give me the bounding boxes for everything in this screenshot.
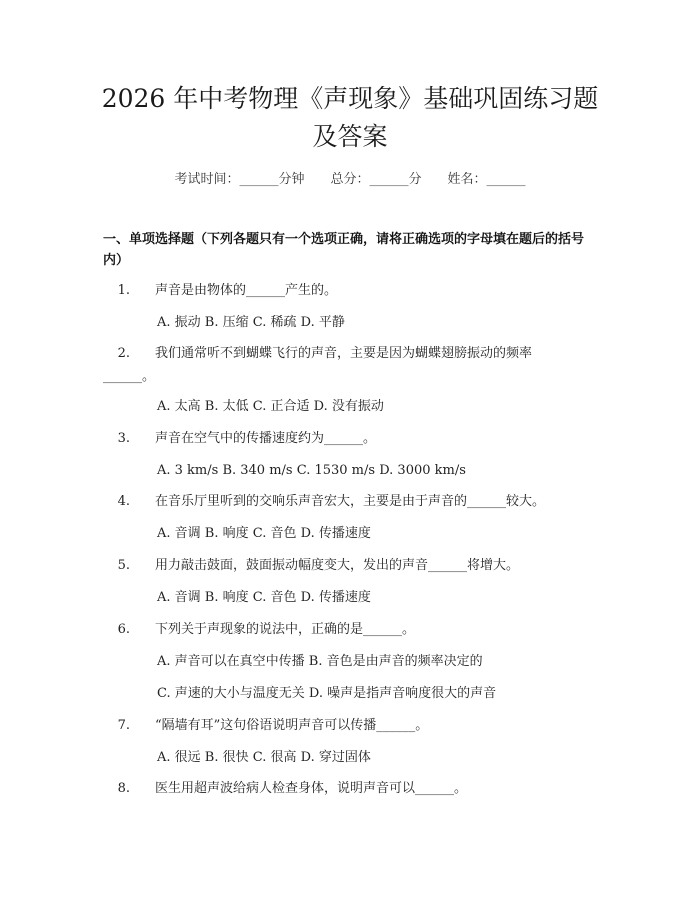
question-5 <box>103 555 593 576</box>
question-number: 5. <box>117 558 130 573</box>
question-1-options: A. 振动 B. 压缩 C. 稀疏 D. 平静 <box>157 315 345 330</box>
question-6-options-line2: C. 声速的大小与温度无关 D. 噪声是指声音响度很大的声音 <box>157 686 497 701</box>
question-text: 医生用超声波给病人检查身体，说明声音可以______。 <box>155 781 468 796</box>
document-title-line2: 及答案 <box>312 122 388 151</box>
question-number: 6. <box>117 622 130 637</box>
exam-score-field: 总分：______分 <box>330 172 422 187</box>
question-7-options: A. 很远 B. 很快 C. 很高 D. 穿过固体 <box>157 750 371 765</box>
question-number: 4. <box>117 494 130 509</box>
question-text: 我们通常听不到蝴蝶飞行的声音，主要是因为蝴蝶翅膀振动的频率 <box>155 346 533 361</box>
question-number: 3. <box>117 431 130 446</box>
question-2 <box>103 343 593 364</box>
question-3-options: A. 3 km/s B. 340 m/s C. 1530 m/s D. 3000 km/s <box>157 463 466 478</box>
question-6 <box>103 619 593 640</box>
question-3 <box>103 428 593 449</box>
question-number: 1. <box>117 283 130 298</box>
question-number: 7. <box>117 718 130 733</box>
question-text: “隔墙有耳”这句俗语说明声音可以传播______。 <box>155 718 429 733</box>
section-heading-single-choice: 一、单项选择题（下列各题只有一个选项正确，请将正确选项的字母填在题后的括号内） <box>103 232 585 268</box>
question-text: 用力敲击鼓面，鼓面振动幅度变大，发出的声音______将增大。 <box>155 558 520 573</box>
question-number: 8. <box>117 781 130 796</box>
question-4 <box>103 491 593 512</box>
question-text: 声音在空气中的传播速度约为______。 <box>155 431 377 446</box>
question-1 <box>103 280 593 301</box>
question-7 <box>103 715 593 736</box>
question-2-continuation: ______。 <box>103 369 156 384</box>
question-text: 在音乐厅里听到的交响乐声音宏大，主要是由于声音的______较大。 <box>155 494 546 509</box>
exam-name-field: 姓名：______ <box>447 172 526 187</box>
question-6-options-line1: A. 声音可以在真空中传播 B. 音色是由声音的频率决定的 <box>157 654 483 669</box>
exam-time-field: 考试时间：______分钟 <box>174 172 305 187</box>
question-text: 声音是由物体的______产生的。 <box>155 283 338 298</box>
question-5-options: A. 音调 B. 响度 C. 音色 D. 传播速度 <box>157 590 371 605</box>
question-2-options: A. 太高 B. 太低 C. 正合适 D. 没有振动 <box>157 399 384 414</box>
question-number: 2. <box>117 346 130 361</box>
question-text: 下列关于声现象的说法中，正确的是______。 <box>155 622 416 637</box>
question-8 <box>103 778 593 799</box>
question-4-options: A. 音调 B. 响度 C. 音色 D. 传播速度 <box>157 526 371 541</box>
document-title-line1: 2026 年中考物理《声现象》基础巩固练习题 <box>101 84 599 113</box>
exam-meta-row <box>0 168 700 187</box>
